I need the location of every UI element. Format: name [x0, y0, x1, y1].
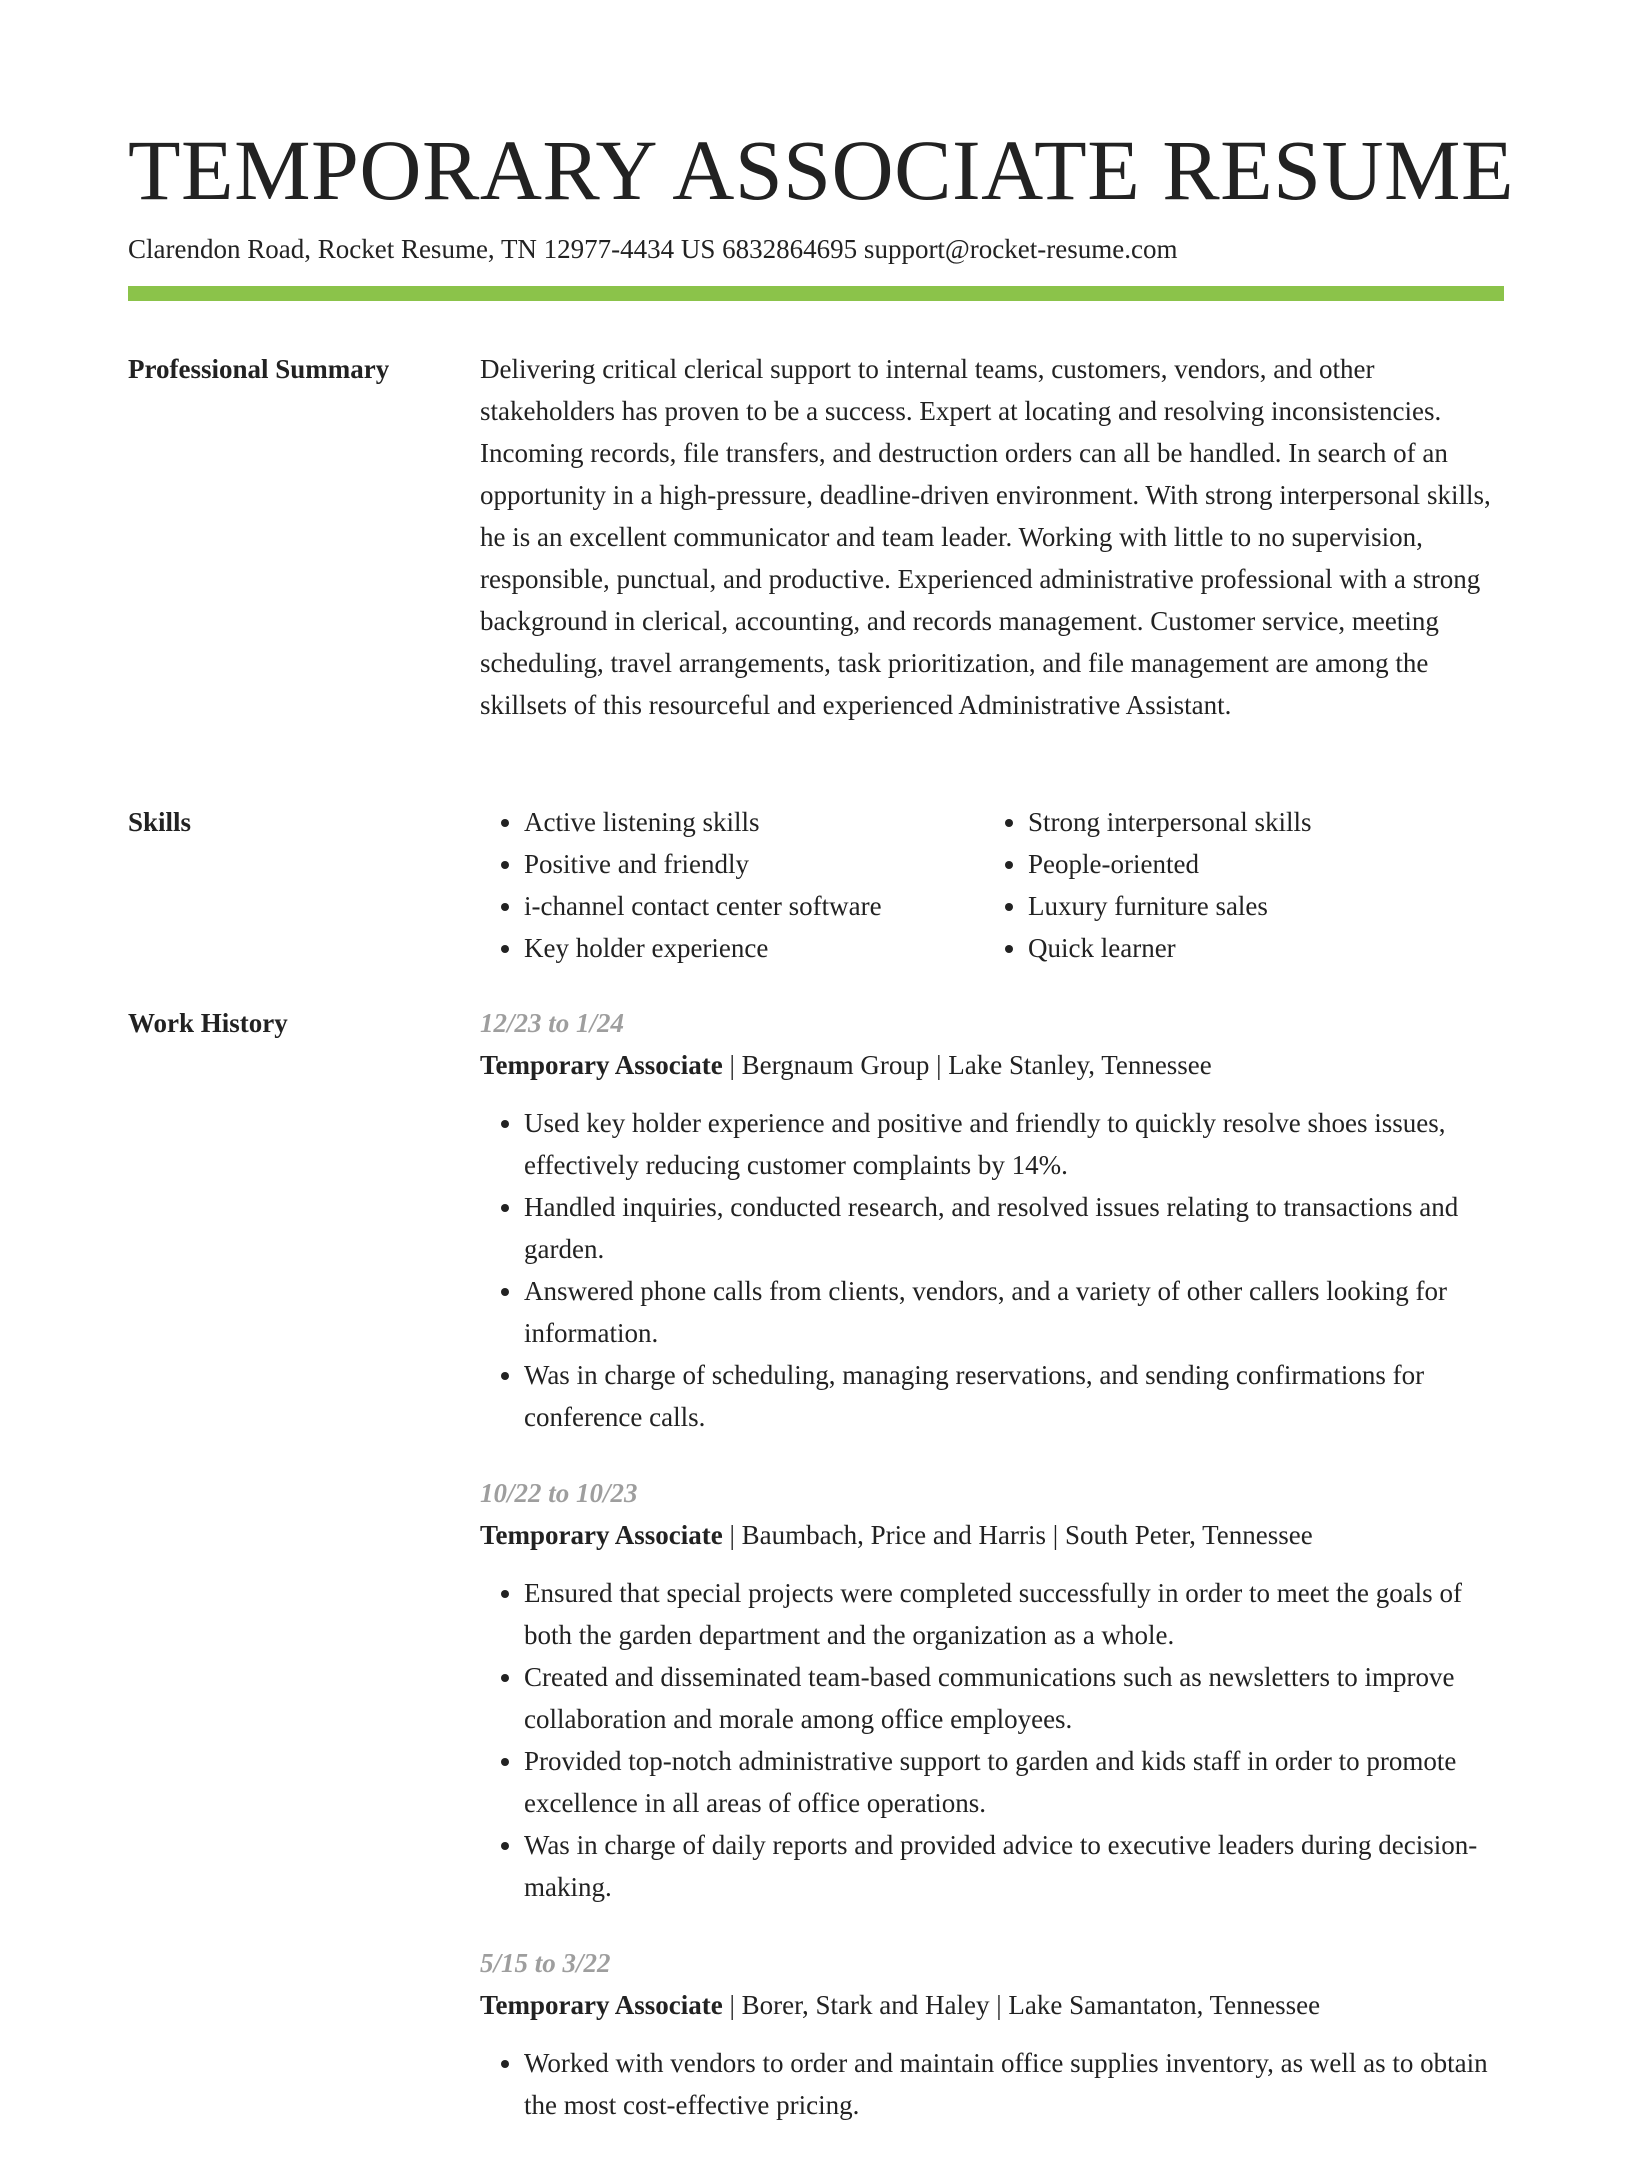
- job-title-line: [480, 1514, 1504, 1556]
- job-entry: [480, 1942, 1504, 2126]
- job-bullets: [480, 2042, 1504, 2126]
- job-bullet: • Created and disseminated team-based communications such as newsletters to improve collaboration and morale among office employees.: [524, 1656, 1504, 1740]
- skills-label: Skills: [128, 807, 192, 837]
- job-role: Temporary Associate: [480, 1050, 723, 1080]
- resume-title: TEMPORARY ASSOCIATE RESUME: [128, 122, 1515, 218]
- skills-grid: [480, 801, 1504, 969]
- job-bullet: • Provided top-notch administrative support to garden and kids staff in order to promote excellence in all areas of office operations.: [524, 1740, 1504, 1824]
- work-history-label: Work History: [128, 1008, 288, 1038]
- summary-label: Professional Summary: [128, 354, 390, 384]
- job-dates: 10/22 to 10/23: [480, 1478, 638, 1508]
- job-bullet: • Worked with vendors to order and maintain office supplies inventory, as well as to obtain the most cost-effective pricing.: [524, 2042, 1504, 2126]
- job-bullet: • Handled inquiries, conducted research, and resolved issues relating to transactions and garden.: [524, 1186, 1504, 1270]
- job-bullet: • Answered phone calls from clients, vendors, and a variety of other callers looking for information.: [524, 1270, 1504, 1354]
- job-bullet: • Was in charge of scheduling, managing reservations, and sending confirmations for conference calls.: [524, 1354, 1504, 1438]
- summary-body: [480, 348, 1504, 726]
- job-role: Temporary Associate: [480, 1520, 723, 1550]
- skill-item: • Key holder experience: [524, 927, 984, 969]
- job-dates: 5/15 to 3/22: [480, 1948, 611, 1978]
- summary-text: Delivering critical clerical support to internal teams, customers, vendors, and other stakeholders has proven to be a success. Expert at locating and resolving inconsistencies. Incoming records, file transfers, and destruction orders can all be handled. In search of an opportunity in a high-pressure, deadline-driven environment. With strong interpersonal skills, he is an excellent communicator and team leader. Working with little to no supervision, responsible, punctual, and productive. Experienced administrative professional with a strong background in clerical, accounting, and records management. Customer service, meeting scheduling, travel arrangements, task prioritization, and file management are among the skillsets of this resourceful and experienced Administrative Assistant.: [480, 354, 1491, 720]
- skills-column-left: [480, 801, 984, 969]
- job-bullets: [480, 1102, 1504, 1438]
- contact-line: Clarendon Road, Rocket Resume, TN 12977-4434 US 6832864695 support@rocket-resume.com: [128, 234, 1178, 264]
- job-role: Temporary Associate: [480, 1990, 723, 2020]
- job-title-line: [480, 1044, 1504, 1086]
- work-history-body: [480, 1002, 1504, 2160]
- job-bullets: [480, 1572, 1504, 1908]
- job-bullet: • Was in charge of daily reports and provided advice to executive leaders during decision-making.: [524, 1824, 1504, 1908]
- job-bullet: • Used key holder experience and positive and friendly to quickly resolve shoes issues, effectively reducing customer complaints by 14%.: [524, 1102, 1504, 1186]
- job-title-line: [480, 1984, 1504, 2026]
- job-details: | Bergnaum Group | Lake Stanley, Tennessee: [722, 1050, 1212, 1080]
- job-entry: [480, 1472, 1504, 1908]
- job-bullet: • Ensured that special projects were completed successfully in order to meet the goals of both the garden department and the organization as a whole.: [524, 1572, 1504, 1656]
- accent-divider: [128, 286, 1504, 301]
- skills-body: [480, 801, 1504, 969]
- skill-item: • People-oriented: [1028, 843, 1488, 885]
- skill-item: • Positive and friendly: [524, 843, 984, 885]
- skill-item: • Luxury furniture sales: [1028, 885, 1488, 927]
- job-details: | Borer, Stark and Haley | Lake Samantaton, Tennessee: [722, 1990, 1321, 2020]
- job-entry: [480, 1002, 1504, 1438]
- skill-item: • i-channel contact center software: [524, 885, 984, 927]
- skill-item: • Active listening skills: [524, 801, 984, 843]
- job-dates: 12/23 to 1/24: [480, 1008, 625, 1038]
- job-details: | Baumbach, Price and Harris | South Peter, Tennessee: [722, 1520, 1313, 1550]
- skill-item: • Quick learner: [1028, 927, 1488, 969]
- skills-column-right: [984, 801, 1488, 969]
- skill-item: • Strong interpersonal skills: [1028, 801, 1488, 843]
